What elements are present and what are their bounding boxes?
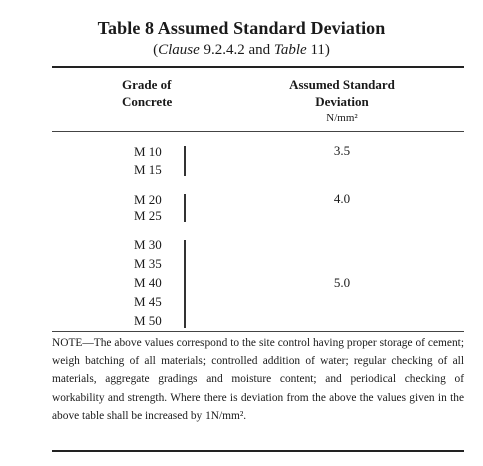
grade-cell: M 45 — [134, 294, 162, 309]
std-dev-value: 5.0 — [333, 275, 351, 290]
column-header-std-dev-line1: Assumed Standard — [289, 77, 395, 92]
table-subtitle — [0, 42, 483, 59]
column-header-grade-line1: Grade of — [122, 77, 172, 92]
header-rule — [52, 131, 464, 132]
grade-cell: M 10 — [134, 144, 162, 159]
subtitle-mid: 9.2.4.2 and — [199, 42, 274, 58]
grade-cell: M 40 — [134, 275, 162, 290]
column-header-std-dev — [262, 76, 422, 110]
subtitle-end: 11) — [306, 42, 330, 58]
group-bracket — [184, 194, 186, 222]
group-bracket — [184, 146, 186, 176]
grade-cell: M 20 — [134, 192, 162, 207]
std-dev-value: 4.0 — [333, 191, 351, 206]
table-title: Table 8 Assumed Standard Deviation — [97, 18, 386, 38]
note-rule — [52, 331, 464, 332]
column-header-std-dev-line2: Deviation — [315, 94, 369, 109]
top-rule — [52, 66, 464, 68]
column-header-grade — [122, 76, 172, 110]
subtitle-open: ( — [153, 42, 159, 58]
grade-cell: M 15 — [134, 162, 162, 177]
group-bracket — [184, 240, 186, 328]
subtitle-table: Table — [273, 42, 307, 58]
column-header-grade-line2: Concrete — [122, 94, 173, 109]
bottom-rule — [52, 450, 464, 452]
column-header-unit: N/mm² — [326, 112, 358, 124]
grade-cell: M 30 — [134, 237, 162, 252]
grade-cell: M 25 — [134, 208, 162, 223]
table-note: NOTE—The above values correspond to the site control having proper storage of cement; weigh batching of all materials; controlled addition of water; regular checking of all materials, aggregate gradings and moisture content; and periodical checking of workability and strength. Where there is deviation from the above the values given in the above table shall be increased by 1N/mm². — [52, 337, 464, 422]
std-dev-value: 3.5 — [333, 143, 351, 158]
subtitle-clause: Clause — [158, 42, 200, 58]
grade-cell: M 35 — [134, 256, 162, 271]
grade-cell: M 50 — [134, 313, 162, 328]
